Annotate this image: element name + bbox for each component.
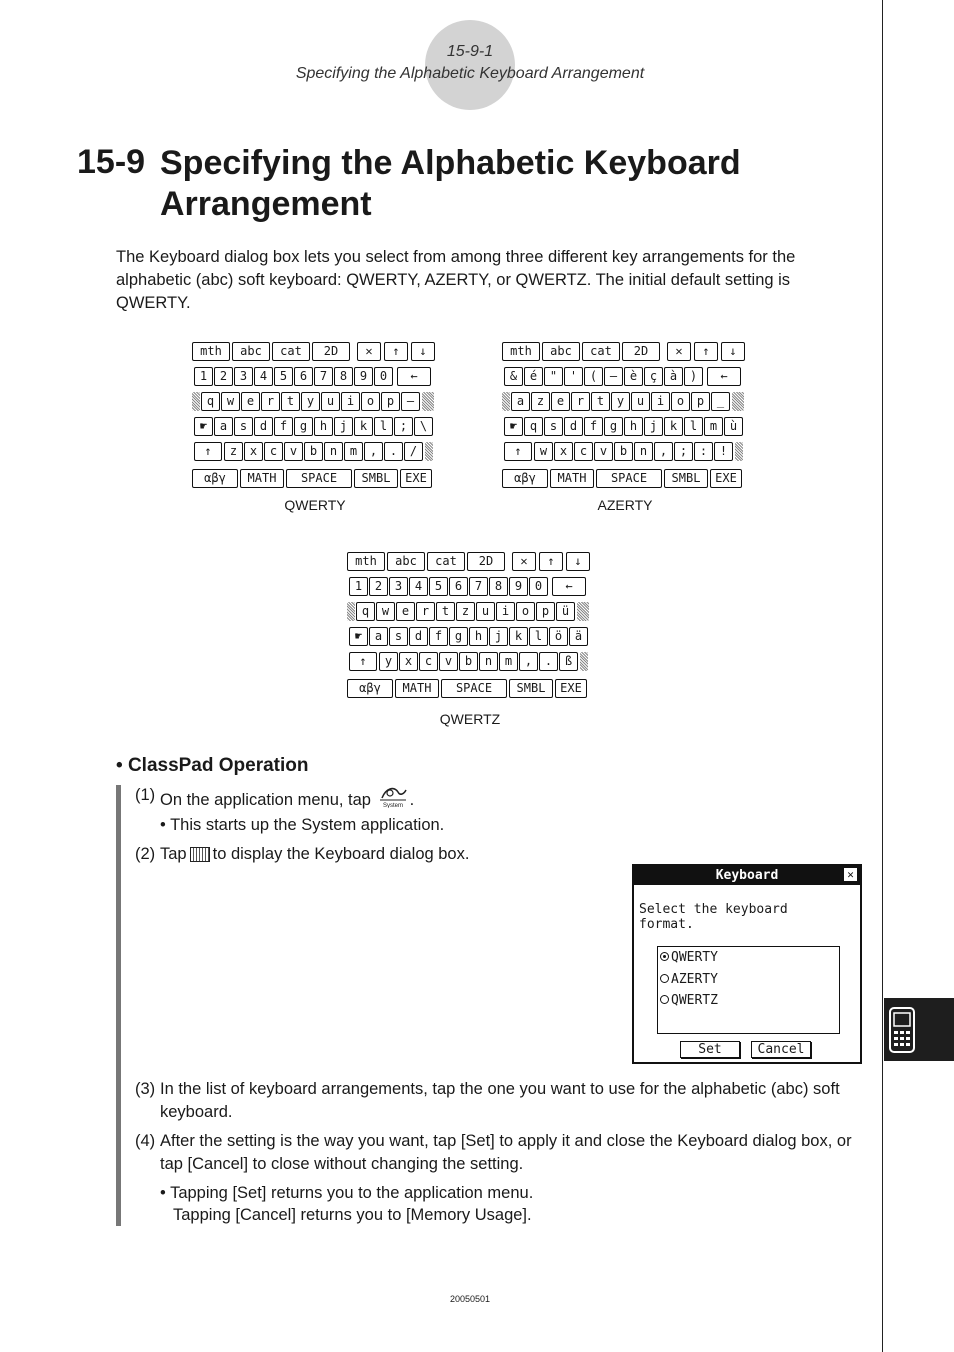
key: c [264, 442, 283, 461]
radio-selected-icon[interactable] [660, 952, 669, 961]
space-key: SPACE [441, 679, 507, 698]
keyboard-tab-mth: mth [502, 342, 540, 361]
cursor-icon: ☛ [504, 417, 523, 436]
key: m [704, 417, 723, 436]
up-arrow-icon: ↑ [539, 552, 563, 571]
step-number: (4) [135, 1132, 156, 1150]
key: u [476, 602, 495, 621]
key: v [439, 652, 458, 671]
key: m [344, 442, 363, 461]
key: p [536, 602, 555, 621]
keyboard-tab-abc: abc [387, 552, 425, 571]
exe-key: EXE [400, 469, 432, 488]
key: j [334, 417, 353, 436]
key: ü [556, 602, 575, 621]
key: – [604, 367, 623, 386]
key: 7 [469, 577, 488, 596]
keyboard-caption-qwertz: QWERTZ [439, 711, 501, 727]
key: 1 [349, 577, 368, 596]
key: y [301, 392, 320, 411]
key: e [396, 602, 415, 621]
key: – [401, 392, 420, 411]
exe-key: EXE [710, 469, 742, 488]
key: w [534, 442, 553, 461]
keyboard-row-4 [192, 442, 438, 462]
key: 8 [489, 577, 508, 596]
step-text-before: On the application menu, tap [160, 791, 371, 809]
greek-key: αβγ [192, 469, 238, 488]
set-button[interactable]: Set [680, 1041, 740, 1058]
keyboard-qwerty [192, 342, 438, 492]
keyboard-tab-mth: mth [347, 552, 385, 571]
step-number: (1) [135, 786, 156, 804]
dialog-message: Select the keyboard format. [639, 902, 788, 932]
step-text: After the setting is the way you want, tap [Set] to apply it and close the Keyboard dialog box, or tap [Cancel] to close without changing the setting. [160, 1132, 852, 1173]
key: x [244, 442, 263, 461]
keyboard-row-1 [502, 367, 748, 387]
shift-icon: ↑ [194, 442, 222, 461]
key: 0 [374, 367, 393, 386]
key: 3 [234, 367, 253, 386]
key: g [294, 417, 313, 436]
key: p [691, 392, 710, 411]
radio-icon[interactable] [660, 995, 669, 1004]
key: ; [394, 417, 413, 436]
key: 6 [294, 367, 313, 386]
key: j [644, 417, 663, 436]
key: r [571, 392, 590, 411]
key: t [436, 602, 455, 621]
option-azerty[interactable] [660, 972, 718, 987]
bullet: • [116, 755, 123, 776]
keyboard-row-3 [347, 627, 593, 647]
keyboard-tab-mth: mth [192, 342, 230, 361]
key: 4 [254, 367, 273, 386]
keyboard-caption-azerty: AZERTY [597, 497, 653, 513]
keyboard-tab-row [502, 342, 748, 362]
key: 9 [509, 577, 528, 596]
step-text [160, 843, 469, 866]
key: f [584, 417, 603, 436]
dialog-title-text: Keyboard [715, 868, 779, 883]
keyboard-tab-abc: abc [232, 342, 270, 361]
key: g [604, 417, 623, 436]
key: 1 [194, 367, 213, 386]
key: s [389, 627, 408, 646]
key: c [419, 652, 438, 671]
key: r [261, 392, 280, 411]
key: h [624, 417, 643, 436]
key: n [324, 442, 343, 461]
keyboard-icon [190, 847, 210, 862]
running-title: Specifying the Alphabetic Keyboard Arrangement [295, 65, 645, 82]
keyboard-azerty [502, 342, 748, 492]
close-icon: ✕ [667, 342, 691, 361]
key: t [281, 392, 300, 411]
option-label: QWERTY [671, 950, 718, 965]
close-icon: ✕ [357, 342, 381, 361]
step-number: (2) [135, 845, 156, 863]
key: 5 [429, 577, 448, 596]
key: y [379, 652, 398, 671]
key: _ [711, 392, 730, 411]
key: l [684, 417, 703, 436]
section-number: 15-9 [77, 143, 146, 181]
keyboard-row-3 [192, 417, 438, 437]
key: o [516, 602, 535, 621]
keyboard-tab-2D: 2D [622, 342, 660, 361]
key-spacer [192, 392, 200, 411]
key: 2 [369, 577, 388, 596]
key: i [341, 392, 360, 411]
key: 2 [214, 367, 233, 386]
key: w [221, 392, 240, 411]
key: 8 [334, 367, 353, 386]
keyboard-caption-qwerty: QWERTY [284, 497, 346, 513]
key: n [479, 652, 498, 671]
key-spacer [425, 442, 433, 461]
key: o [671, 392, 690, 411]
keyboard-tab-cat: cat [427, 552, 465, 571]
keyboard-row-1 [347, 577, 593, 597]
keyboard-bottom-row [192, 469, 438, 489]
step-4-note-1 [160, 1182, 760, 1205]
key: 5 [274, 367, 293, 386]
math-key: MATH [550, 469, 594, 488]
keyboard-tab-2D: 2D [312, 342, 350, 361]
key: y [611, 392, 630, 411]
step-text-after: . [409, 791, 415, 809]
key: t [591, 392, 610, 411]
key: m [499, 652, 518, 671]
option-qwertz[interactable] [660, 993, 718, 1008]
key: 4 [409, 577, 428, 596]
key-spacer [422, 392, 434, 411]
key: x [554, 442, 573, 461]
backspace-icon: ← [707, 367, 741, 386]
keyboard-tab-cat: cat [582, 342, 620, 361]
greek-key: αβγ [502, 469, 548, 488]
key: x [399, 652, 418, 671]
exe-key: EXE [555, 679, 587, 698]
key: f [274, 417, 293, 436]
keyboard-tab-cat: cat [272, 342, 310, 361]
key: d [564, 417, 583, 436]
space-key: SPACE [596, 469, 662, 488]
intro-paragraph: The Keyboard dialog box lets you select from among three different key arrangements for the alphabetic (abc) soft keyboard: QWERTY, AZERTY, or QWERTZ. The initial default setting is QWERTY. [116, 248, 796, 312]
step-note-text: Tapping [Cancel] returns you to [Memory Usage]. [173, 1206, 532, 1224]
keyboard-row-3 [502, 417, 748, 437]
key: w [376, 602, 395, 621]
keyboard-row-2 [192, 392, 438, 412]
key: n [634, 442, 653, 461]
math-key: MATH [240, 469, 284, 488]
key: ù [724, 417, 743, 436]
step-note-text: • Tapping [Set] returns you to the application menu. [160, 1184, 534, 1202]
key: f [429, 627, 448, 646]
key: a [511, 392, 530, 411]
keyboard-bottom-row [502, 469, 748, 489]
key: u [321, 392, 340, 411]
smbl-key: SMBL [509, 679, 553, 698]
key: ' [564, 367, 583, 386]
key: d [409, 627, 428, 646]
key: ä [569, 627, 588, 646]
key: z [531, 392, 550, 411]
key: k [354, 417, 373, 436]
keyboard-tab-row [192, 342, 438, 362]
backspace-icon: ← [397, 367, 431, 386]
key: ß [559, 652, 578, 671]
key: 9 [354, 367, 373, 386]
step-text: In the list of keyboard arrangements, tap the one you want to use for the alphabetic (abc) soft keyboard. [160, 1080, 840, 1121]
page-right-rule [882, 0, 883, 1352]
page-number: 15-9-1 [446, 43, 494, 60]
step-1-note [160, 814, 600, 837]
keyboard-tab-abc: abc [542, 342, 580, 361]
calculator-icon [888, 1006, 916, 1054]
system-app-icon [376, 784, 410, 808]
up-arrow-icon: ↑ [694, 342, 718, 361]
option-label: AZERTY [671, 972, 718, 987]
key-spacer [347, 602, 355, 621]
key: 6 [449, 577, 468, 596]
operation-side-bar [116, 785, 121, 1226]
key: k [509, 627, 528, 646]
system-icon-label: System [382, 803, 403, 808]
key: r [416, 602, 435, 621]
down-arrow-icon: ↓ [721, 342, 745, 361]
key: l [529, 627, 548, 646]
operation-heading-text: ClassPad Operation [127, 755, 309, 776]
key: v [594, 442, 613, 461]
greek-key: αβγ [347, 679, 393, 698]
dialog-title [634, 866, 860, 885]
key: b [459, 652, 478, 671]
chapter-tab [884, 998, 954, 1061]
backspace-icon: ← [552, 577, 586, 596]
cancel-button[interactable]: Cancel [751, 1041, 811, 1058]
key: b [304, 442, 323, 461]
key: c [574, 442, 593, 461]
key-spacer [577, 602, 589, 621]
key: v [284, 442, 303, 461]
shift-icon: ↑ [504, 442, 532, 461]
key: , [654, 442, 673, 461]
key: p [381, 392, 400, 411]
keyboard-row-4 [502, 442, 748, 462]
keyboard-tab-2D: 2D [467, 552, 505, 571]
key: o [361, 392, 380, 411]
key: e [551, 392, 570, 411]
key: b [614, 442, 633, 461]
key: " [544, 367, 563, 386]
radio-icon[interactable] [660, 974, 669, 983]
key: k [664, 417, 683, 436]
key: ç [644, 367, 663, 386]
key: ; [674, 442, 693, 461]
key: h [314, 417, 333, 436]
option-label: QWERTZ [671, 993, 718, 1008]
section-title: Specifying the Alphabetic Keyboard Arrangement [160, 144, 741, 223]
key: q [356, 602, 375, 621]
keyboard-row-1 [192, 367, 438, 387]
key-spacer [502, 392, 510, 411]
key: d [254, 417, 273, 436]
key-spacer [735, 442, 743, 461]
key: ö [549, 627, 568, 646]
key: \ [414, 417, 433, 436]
key: ) [684, 367, 703, 386]
keyboard-bottom-row [347, 679, 593, 699]
key: i [651, 392, 670, 411]
key: 7 [314, 367, 333, 386]
cursor-icon: ☛ [349, 627, 368, 646]
key: e [241, 392, 260, 411]
key: / [404, 442, 423, 461]
key: q [201, 392, 220, 411]
keyboard-row-4 [347, 652, 593, 672]
key: 3 [389, 577, 408, 596]
key: , [519, 652, 538, 671]
step-note-text: • This starts up the System application. [160, 816, 445, 834]
down-arrow-icon: ↓ [411, 342, 435, 361]
down-arrow-icon: ↓ [566, 552, 590, 571]
step-text-before: Tap [160, 845, 187, 863]
key: l [374, 417, 393, 436]
keyboard-format-list [657, 946, 840, 1034]
cursor-icon: ☛ [194, 417, 213, 436]
key: z [456, 602, 475, 621]
operation-heading [116, 755, 309, 777]
keyboard-row-2 [502, 392, 748, 412]
step-number: (3) [135, 1080, 156, 1098]
smbl-key: SMBL [664, 469, 708, 488]
step-text [160, 784, 414, 812]
key: j [489, 627, 508, 646]
key: z [224, 442, 243, 461]
key: & [504, 367, 523, 386]
key: é [524, 367, 543, 386]
keyboard-tab-row [347, 552, 593, 572]
key: s [234, 417, 253, 436]
smbl-key: SMBL [354, 469, 398, 488]
key: , [364, 442, 383, 461]
footer-code: 20050501 [449, 1294, 491, 1304]
key: ! [714, 442, 733, 461]
key: i [496, 602, 515, 621]
key: ( [584, 367, 603, 386]
key-spacer [732, 392, 744, 411]
step-4-note-2 [173, 1204, 773, 1227]
key: u [631, 392, 650, 411]
key: h [469, 627, 488, 646]
key: s [544, 417, 563, 436]
key: : [694, 442, 713, 461]
space-key: SPACE [286, 469, 352, 488]
shift-icon: ↑ [349, 652, 377, 671]
key: a [369, 627, 388, 646]
key-spacer [580, 652, 588, 671]
key: a [214, 417, 233, 436]
key: è [624, 367, 643, 386]
up-arrow-icon: ↑ [384, 342, 408, 361]
step-text-after: to display the Keyboard dialog box. [212, 845, 470, 863]
keyboard-dialog [632, 864, 862, 1064]
key: à [664, 367, 683, 386]
key: q [524, 417, 543, 436]
keyboard-qwertz [347, 552, 593, 702]
math-key: MATH [395, 679, 439, 698]
close-icon: ✕ [512, 552, 536, 571]
key: 0 [529, 577, 548, 596]
option-qwerty[interactable] [660, 950, 718, 965]
key: g [449, 627, 468, 646]
keyboard-row-2 [347, 602, 593, 622]
key: . [384, 442, 403, 461]
key: . [539, 652, 558, 671]
close-icon[interactable]: ✕ [844, 868, 857, 881]
